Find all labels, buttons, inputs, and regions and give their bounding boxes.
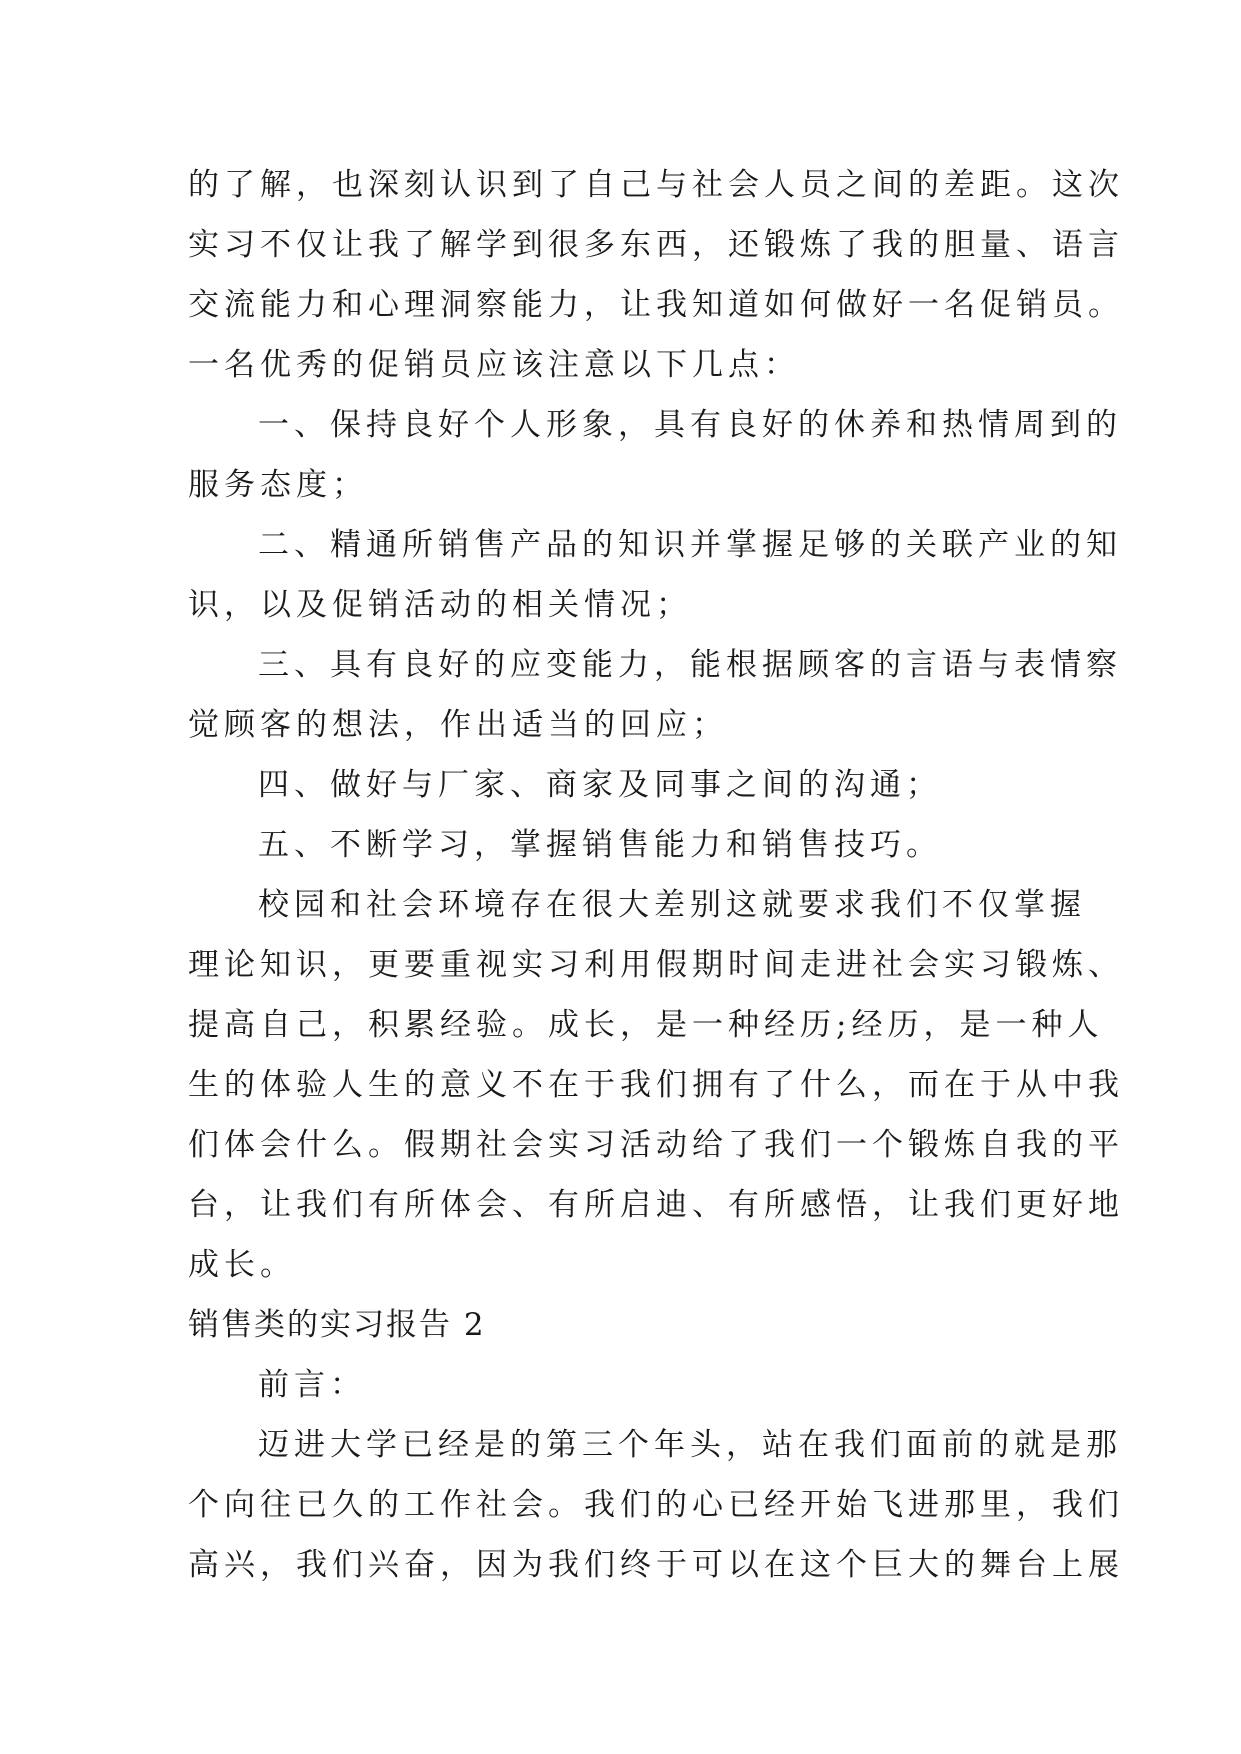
text-line: 识，以及促销活动的相关情况； [188, 587, 692, 623]
text-line: 高兴，我们兴奋，因为我们终于可以在这个巨大的舞台上展 [188, 1547, 1124, 1583]
text-line: 觉顾客的想法，作出适当的回应； [188, 707, 728, 743]
text-line: 四、做好与厂家、商家及同事之间的沟通； [258, 767, 942, 803]
text-line: 服务态度； [188, 467, 368, 503]
text-line: 三、具有良好的应变能力，能根据顾客的言语与表情察 [258, 647, 1122, 683]
text-line: 实习不仅让我了解学到很多东西，还锻炼了我的胆量、语言 [188, 227, 1124, 263]
preface-paragraph [188, 1415, 1124, 1595]
text-line: 们体会什么。假期社会实习活动给了我们一个锻炼自我的平 [188, 1127, 1124, 1163]
text-line: 一名优秀的促销员应该注意以下几点： [188, 347, 800, 383]
text-line: 交流能力和心理洞察能力，让我知道如何做好一名促销员。 [188, 287, 1124, 323]
list-item-point-2 [188, 515, 1122, 635]
text-line: 二、精通所销售产品的知识并掌握足够的关联产业的知 [258, 527, 1122, 563]
text-line: 成长。 [188, 1247, 296, 1283]
document-page [188, 155, 1124, 1595]
intro-paragraph [188, 155, 1124, 395]
text-line: 校园和社会环境存在很大差别这就要求我们不仅掌握 [258, 887, 1086, 923]
text-line: 台，让我们有所体会、有所启迪、有所感悟，让我们更好地 [188, 1187, 1124, 1223]
text-line: 迈进大学已经是的第三个年头，站在我们面前的就是那 [258, 1427, 1122, 1463]
text-line: 个向往已久的工作社会。我们的心已经开始飞进那里，我们 [188, 1487, 1124, 1523]
text-line: 理论知识，更要重视实习利用假期时间走进社会实习锻炼、 [188, 947, 1124, 983]
text-line: 生的体验人生的意义不在于我们拥有了什么，而在于从中我 [188, 1067, 1124, 1103]
list-item-point-4 [188, 755, 1053, 815]
list-item-point-3 [188, 635, 1122, 755]
text-line: 的了解，也深刻认识到了自己与社会人员之间的差距。这次 [188, 167, 1124, 203]
list-item-point-1 [188, 395, 1122, 515]
text-line: 五、不断学习，掌握销售能力和销售技巧。 [258, 827, 942, 863]
conclusion-paragraph [188, 875, 1124, 1295]
preface-label: 前言： [258, 1367, 366, 1403]
section-title: 销售类的实习报告 2 [188, 1307, 486, 1343]
text-line: 提高自己，积累经验。成长，是一种经历;经历，是一种人 [188, 1007, 1104, 1043]
list-item-point-5 [188, 815, 1053, 875]
text-line: 一、保持良好个人形象，具有良好的休养和热情周到的 [258, 407, 1122, 443]
